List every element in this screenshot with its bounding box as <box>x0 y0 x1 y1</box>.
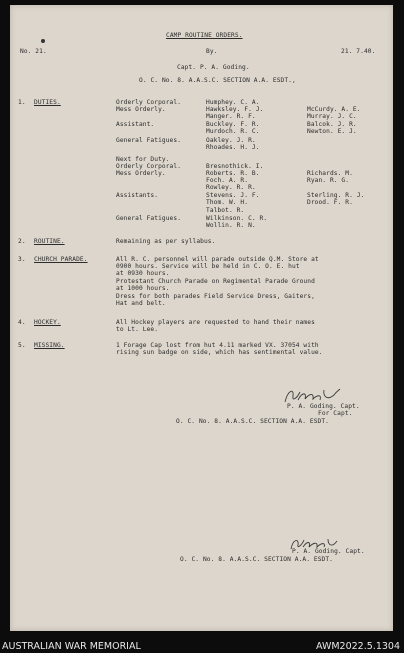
document-page <box>10 5 393 631</box>
section-number: 5. <box>18 342 26 349</box>
duty-name: Oakley. J. R. <box>206 137 256 144</box>
duty-name: Richards. M. <box>307 170 353 177</box>
section-text: All Hockey players are requested to hand their names <box>116 319 315 326</box>
duty-name: Hawksley. F. J. <box>206 106 264 113</box>
duty-name: Rhoades. H. J. <box>206 144 260 151</box>
authority: Capt. P. A. Goding. <box>177 64 250 71</box>
archive-label: AUSTRALIAN WAR MEMORIAL <box>2 641 141 652</box>
role-label: General Fatigues. <box>116 215 182 222</box>
duty-name: Wollin. R. N. <box>206 222 256 229</box>
unit-line: O. C. No. 8. A.A.S.C. SECTION A.A. ESDT., <box>139 77 296 84</box>
punch-hole <box>41 39 45 43</box>
order-date: 21. 7.40. <box>341 48 376 55</box>
duty-name: Wilkinson. C. R. <box>206 215 268 222</box>
role-label: Mess Orderly. <box>116 170 166 177</box>
duty-name: Balcok. J. R. <box>307 121 357 128</box>
role-label: General Fatigues. <box>116 137 182 144</box>
duty-name: Foch. A. R. <box>206 177 249 184</box>
section-heading-duties: DUTIES. <box>34 99 61 106</box>
section-text: at 0930 hours. <box>116 270 170 277</box>
duty-name: Murray. J. C. <box>307 113 357 120</box>
duty-name: Newton. E. J. <box>307 128 357 135</box>
duty-name: Humphey. C. A. <box>206 99 260 106</box>
section-number: 4. <box>18 319 26 326</box>
signatory-unit: O. C. No. 8. A.A.S.C. SECTION A.A. ESDT. <box>176 418 330 425</box>
signatory-unit: O. C. No. 8. A.A.S.C. SECTION A.A. ESDT. <box>180 556 334 563</box>
duty-name: Murdoch. R. C. <box>206 128 260 135</box>
document-title: CAMP ROUTINE ORDERS. <box>166 32 243 39</box>
duty-name: Rowley. R. R. <box>206 184 256 191</box>
section-number: 3. <box>18 256 26 263</box>
section-text: Dress for both parades Field Service Dress, Gaiters, <box>116 293 315 300</box>
signatory-name: P. A. Goding. Capt. <box>292 548 365 555</box>
section-text: Protestant Church Parade on Regimental Parade Ground <box>116 278 315 285</box>
section-heading-routine: ROUTINE. <box>34 238 65 245</box>
duty-name: Bresnothick. I. <box>206 163 264 170</box>
section-text: All R. C. personnel will parade outside Q.M. Store at <box>116 256 319 263</box>
order-number: No. 21. <box>20 48 47 55</box>
duty-name: Sterling. R. J. <box>307 192 365 199</box>
section-text: rising sun badge on side, which has sentimental value. <box>116 349 323 356</box>
signatory-for: For Capt. <box>318 410 353 417</box>
section-text: 0900 hours. Service will be held in C. O. E. hut <box>116 263 300 270</box>
role-label: Next for Duty. <box>116 156 170 163</box>
duty-name: Stevens. J. F. <box>206 192 260 199</box>
role-label: Mess Orderly. <box>116 106 166 113</box>
duty-name: Manger. R. F. <box>206 113 256 120</box>
signatory-name: P. A. Goding. Capt. <box>287 403 360 410</box>
role-label: Orderly Corporal. <box>116 99 182 106</box>
section-heading-hockey: HOCKEY. <box>34 319 61 326</box>
role-label: Orderly Corporal. <box>116 163 182 170</box>
section-text: Remaining as per syllabus. <box>116 238 216 245</box>
section-text: Hat and belt. <box>116 300 166 307</box>
duty-name: McCurdy. A. E. <box>307 106 361 113</box>
section-number: 2. <box>18 238 26 245</box>
by-label: By. <box>206 48 218 55</box>
role-label: Assistant. <box>116 121 155 128</box>
duty-name: Roberts. R. B. <box>206 170 260 177</box>
duty-name: Ryan. R. G. <box>307 177 350 184</box>
duty-name: Drood. F. R. <box>307 199 353 206</box>
duty-name: Buckley. F. R. <box>206 121 260 128</box>
section-text: at 1000 hours. <box>116 285 170 292</box>
role-label: Assistants. <box>116 192 159 199</box>
section-text: 1 Forage Cap lost from hut 4.11 marked VX. 37054 with <box>116 342 319 349</box>
duty-name: Thom. W. H. <box>206 199 249 206</box>
section-heading-missing: MISSING. <box>34 342 65 349</box>
duty-name: Talbot. R. <box>206 207 245 214</box>
archive-reference: AWM2022.5.1304 <box>315 641 400 652</box>
section-text: to Lt. Lee. <box>116 326 159 333</box>
section-heading-church-parade: CHURCH PARADE. <box>34 256 88 263</box>
section-number: 1. <box>18 99 26 106</box>
